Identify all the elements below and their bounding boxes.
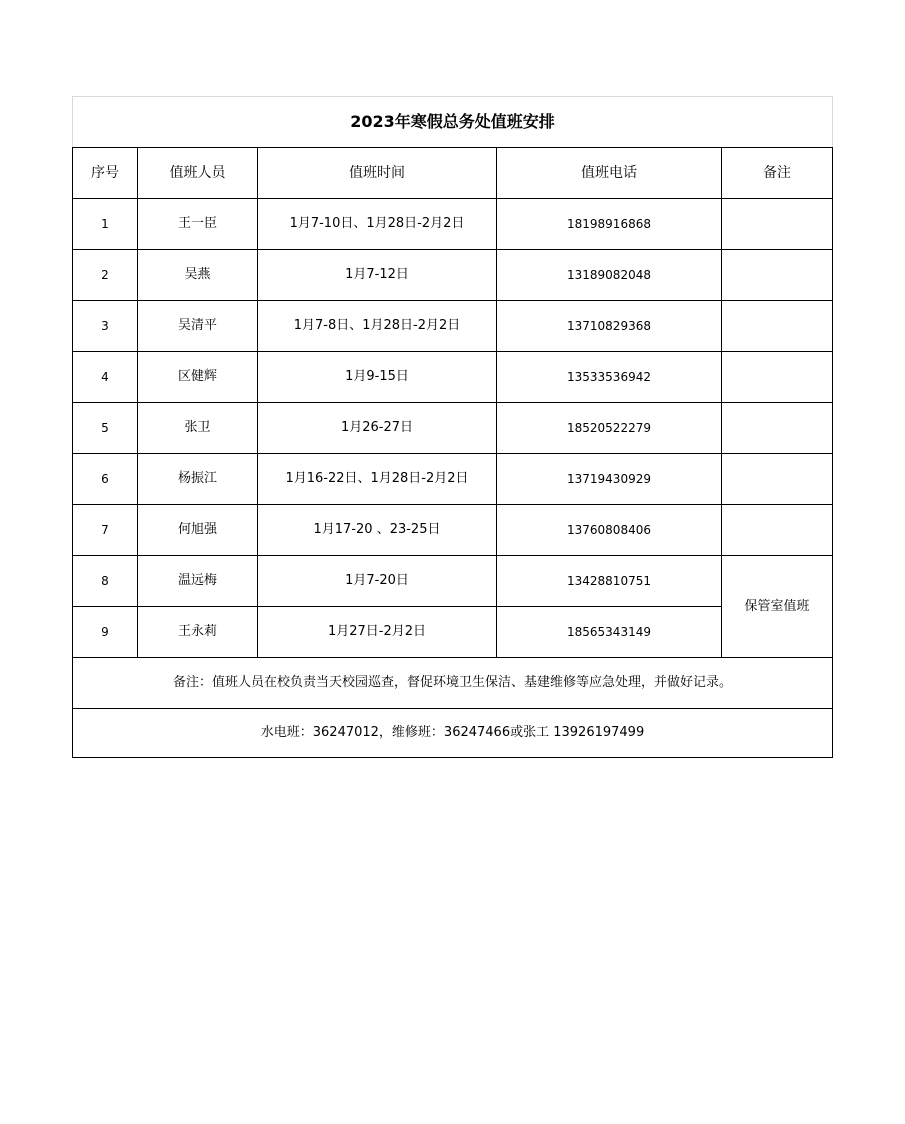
duty-schedule-sheet — [72, 96, 832, 758]
row-time: 1月7-8日、1月28日-2月2日 — [258, 301, 497, 352]
table-row — [73, 352, 833, 403]
table-row — [73, 505, 833, 556]
table-row — [73, 556, 833, 607]
row-time: 1月27日-2月2日 — [258, 607, 497, 658]
row-index: 3 — [73, 301, 138, 352]
header-person: 值班人员 — [138, 148, 258, 199]
row-index: 9 — [73, 607, 138, 658]
row-phone: 13719430929 — [497, 454, 722, 505]
title-row — [73, 97, 833, 148]
row-index: 1 — [73, 199, 138, 250]
row-phone: 13533536942 — [497, 352, 722, 403]
row-time: 1月7-10日、1月28日-2月2日 — [258, 199, 497, 250]
contact-text: 水电班：36247012，维修班：36247466或张工 13926197499 — [73, 709, 833, 758]
row-time: 1月7-12日 — [258, 250, 497, 301]
row-phone: 18565343149 — [497, 607, 722, 658]
merged-remark-cell: 保管室值班 — [722, 556, 833, 658]
row-person: 王一臣 — [138, 199, 258, 250]
table-row — [73, 454, 833, 505]
row-remark — [722, 250, 833, 301]
table-row — [73, 301, 833, 352]
row-phone: 13189082048 — [497, 250, 722, 301]
row-remark — [722, 403, 833, 454]
row-person: 何旭强 — [138, 505, 258, 556]
row-time: 1月16-22日、1月28日-2月2日 — [258, 454, 497, 505]
header-row — [73, 148, 833, 199]
row-remark — [722, 352, 833, 403]
row-phone: 13710829368 — [497, 301, 722, 352]
row-remark — [722, 454, 833, 505]
row-time: 1月7-20日 — [258, 556, 497, 607]
table-row — [73, 199, 833, 250]
row-remark — [722, 199, 833, 250]
row-index: 8 — [73, 556, 138, 607]
row-remark — [722, 301, 833, 352]
row-index: 6 — [73, 454, 138, 505]
row-person: 张卫 — [138, 403, 258, 454]
row-index: 7 — [73, 505, 138, 556]
table-row — [73, 607, 833, 658]
row-index: 2 — [73, 250, 138, 301]
row-person: 温远梅 — [138, 556, 258, 607]
row-person: 吴燕 — [138, 250, 258, 301]
header-time: 值班时间 — [258, 148, 497, 199]
header-index: 序号 — [73, 148, 138, 199]
row-remark — [722, 505, 833, 556]
table-row — [73, 250, 833, 301]
row-time: 1月9-15日 — [258, 352, 497, 403]
row-person: 区健辉 — [138, 352, 258, 403]
table-row — [73, 403, 833, 454]
duty-schedule-table — [72, 96, 833, 758]
header-remark: 备注 — [722, 148, 833, 199]
row-person: 王永莉 — [138, 607, 258, 658]
row-person: 杨振江 — [138, 454, 258, 505]
note-row — [73, 658, 833, 709]
row-phone: 18198916868 — [497, 199, 722, 250]
row-index: 4 — [73, 352, 138, 403]
row-phone: 18520522279 — [497, 403, 722, 454]
note-text: 备注：值班人员在校负责当天校园巡查，督促环境卫生保洁、基建维修等应急处理，并做好记录。 — [73, 658, 833, 709]
contact-row — [73, 709, 833, 758]
row-phone: 13428810751 — [497, 556, 722, 607]
row-index: 5 — [73, 403, 138, 454]
table-title: 2023年寒假总务处值班安排 — [73, 97, 833, 148]
row-time: 1月17-20 、23-25日 — [258, 505, 497, 556]
header-phone: 值班电话 — [497, 148, 722, 199]
row-person: 吴清平 — [138, 301, 258, 352]
row-time: 1月26-27日 — [258, 403, 497, 454]
row-phone: 13760808406 — [497, 505, 722, 556]
